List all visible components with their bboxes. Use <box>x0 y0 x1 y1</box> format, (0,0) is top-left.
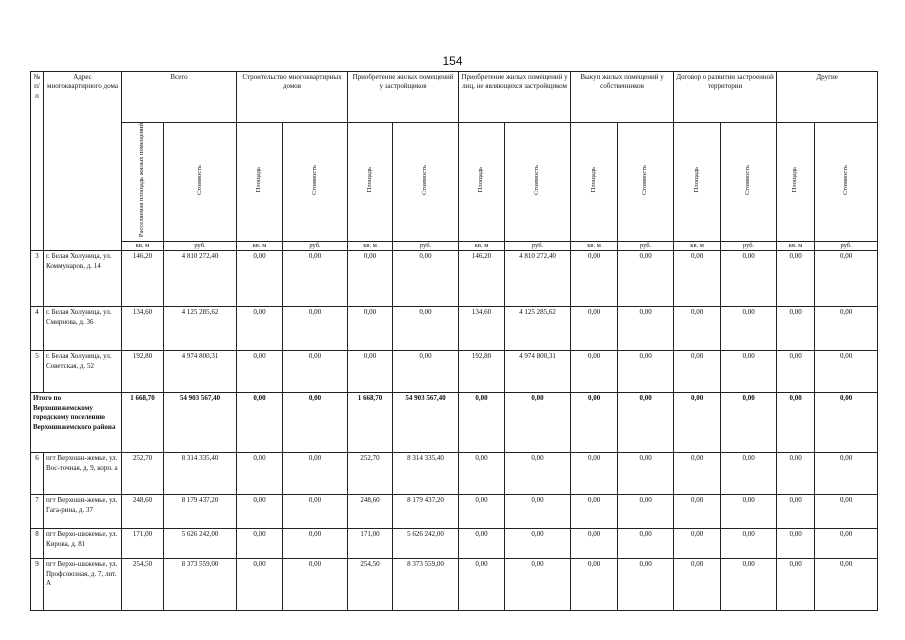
value-cell: 0,00 <box>674 453 721 495</box>
value-cell: 0,00 <box>721 453 777 495</box>
subheader-area: Площадь <box>255 167 263 193</box>
value-cell: 4 974 800,31 <box>164 351 237 393</box>
value-cell: 0,00 <box>777 251 815 307</box>
value-cell: 0,00 <box>237 529 283 559</box>
header-group: Строительство многоквартирных домов <box>237 72 348 123</box>
value-cell: 0,00 <box>459 495 505 529</box>
value-cell: 0,00 <box>618 307 674 351</box>
value-cell: 0,00 <box>237 351 283 393</box>
unit-cell: руб. <box>283 241 348 251</box>
value-cell: 0,00 <box>721 351 777 393</box>
value-cell: 0,00 <box>618 453 674 495</box>
value-cell: 0,00 <box>674 351 721 393</box>
header-group: Договор о развитии застроенной территории <box>674 72 777 123</box>
total-value: 0,00 <box>618 393 674 453</box>
total-value: 1 668,70 <box>348 393 393 453</box>
row-address: пгт Верхо-шижемье, ул. Кирова, д. 81 <box>44 529 122 559</box>
value-cell: 0,00 <box>815 529 878 559</box>
value-cell: 252,70 <box>122 453 164 495</box>
value-cell: 4 810 272,40 <box>505 251 571 307</box>
value-cell: 0,00 <box>505 529 571 559</box>
value-cell: 0,00 <box>721 559 777 611</box>
value-cell: 0,00 <box>283 351 348 393</box>
row-number: 5 <box>31 351 44 393</box>
value-cell: 0,00 <box>505 559 571 611</box>
table-row <box>31 251 878 307</box>
unit-cell: кв. м <box>459 241 505 251</box>
value-cell: 8 373 559,00 <box>164 559 237 611</box>
unit-cell: кв. м <box>348 241 393 251</box>
value-cell: 0,00 <box>777 495 815 529</box>
value-cell: 171,00 <box>348 529 393 559</box>
value-cell: 134,60 <box>459 307 505 351</box>
total-value: 0,00 <box>777 393 815 453</box>
subheader-cost: Стоимость <box>421 165 429 196</box>
total-value: 0,00 <box>459 393 505 453</box>
value-cell: 0,00 <box>283 559 348 611</box>
value-cell: 0,00 <box>283 495 348 529</box>
row-number: 7 <box>31 495 44 529</box>
unit-cell: кв. м <box>674 241 721 251</box>
value-cell: 0,00 <box>721 307 777 351</box>
row-number: 8 <box>31 529 44 559</box>
value-cell: 0,00 <box>237 307 283 351</box>
units-row <box>31 241 878 251</box>
value-cell: 0,00 <box>393 307 459 351</box>
housing-table <box>30 71 878 611</box>
subheader-area: Площадь <box>692 167 700 193</box>
header-group: Приобретение жилых помещений у застройщиков <box>348 72 459 123</box>
value-cell: 0,00 <box>237 453 283 495</box>
value-cell: 254,50 <box>348 559 393 611</box>
unit-cell: руб. <box>815 241 878 251</box>
subheader-cost: Стоимость <box>310 165 318 196</box>
value-cell: 4 125 285,62 <box>505 307 571 351</box>
unit-cell: руб. <box>618 241 674 251</box>
table-row <box>31 495 878 529</box>
subheader-area: Площадь <box>589 167 597 193</box>
value-cell: 0,00 <box>393 351 459 393</box>
total-value: 0,00 <box>674 393 721 453</box>
value-cell: 0,00 <box>348 307 393 351</box>
value-cell: 8 373 559,00 <box>393 559 459 611</box>
header-group: Всего <box>122 72 237 123</box>
value-cell: 0,00 <box>459 453 505 495</box>
value-cell: 0,00 <box>777 351 815 393</box>
table-row <box>31 453 878 495</box>
table-row <box>31 559 878 611</box>
table-row <box>31 307 878 351</box>
value-cell: 171,00 <box>122 529 164 559</box>
value-cell: 0,00 <box>674 251 721 307</box>
value-cell: 0,00 <box>618 495 674 529</box>
value-cell: 0,00 <box>815 453 878 495</box>
subheader-cost: Стоимость <box>744 165 752 196</box>
row-address: пгт Верхоши-жемье, ул. Гага-рина, д. 37 <box>44 495 122 529</box>
value-cell: 0,00 <box>674 307 721 351</box>
value-cell: 0,00 <box>237 251 283 307</box>
subheader-area: Площадь <box>477 167 485 193</box>
value-cell: 0,00 <box>815 559 878 611</box>
header-group: Другие <box>777 72 878 123</box>
header-group: Выкуп жилых помещений у собственников <box>571 72 674 123</box>
row-number: 6 <box>31 453 44 495</box>
value-cell: 0,00 <box>674 495 721 529</box>
value-cell: 252,70 <box>348 453 393 495</box>
value-cell: 0,00 <box>777 529 815 559</box>
total-value: 0,00 <box>721 393 777 453</box>
value-cell: 8 179 437,20 <box>164 495 237 529</box>
value-cell: 0,00 <box>505 495 571 529</box>
value-cell: 5 626 242,00 <box>393 529 459 559</box>
row-address: пгт Верхоши-жемье, ул. Вос-точная, д. 9, корп. а <box>44 453 122 495</box>
value-cell: 0,00 <box>459 559 505 611</box>
total-value: 54 903 567,40 <box>164 393 237 453</box>
value-cell: 0,00 <box>721 529 777 559</box>
total-value: 1 668,70 <box>122 393 164 453</box>
total-value: 0,00 <box>815 393 878 453</box>
subheader-cost: Стоимость <box>641 165 649 196</box>
value-cell: 4 125 285,62 <box>164 307 237 351</box>
value-cell: 134,60 <box>122 307 164 351</box>
value-cell: 0,00 <box>571 495 618 529</box>
total-row <box>31 393 878 453</box>
unit-cell: кв. м <box>777 241 815 251</box>
value-cell: 8 314 335,40 <box>393 453 459 495</box>
row-address: пгт Верхо-шижемье, ул. Профсоюзная, д. 7, лит. А <box>44 559 122 611</box>
total-value: 0,00 <box>571 393 618 453</box>
row-address: г. Белая Холуница, ул. Смирнова, д. 36 <box>44 307 122 351</box>
unit-cell: кв. м <box>237 241 283 251</box>
unit-cell: руб. <box>505 241 571 251</box>
value-cell: 192,80 <box>459 351 505 393</box>
header-address: Адрес многоквартирного дома <box>44 72 122 251</box>
unit-cell: руб. <box>164 241 237 251</box>
value-cell: 0,00 <box>674 559 721 611</box>
header-no: № п/п <box>31 72 44 251</box>
value-cell: 0,00 <box>571 307 618 351</box>
value-cell: 0,00 <box>283 529 348 559</box>
header-group: Приобретение жилых помещений у лиц, не являющихся застройщиком <box>459 72 571 123</box>
value-cell: 0,00 <box>283 251 348 307</box>
value-cell: 0,00 <box>777 559 815 611</box>
subheader-resettled-area: Расселяемая площадь жилых помещений <box>138 123 146 238</box>
value-cell: 4 974 800,31 <box>505 351 571 393</box>
value-cell: 0,00 <box>283 307 348 351</box>
subheader-cost: Стоимость <box>841 165 849 196</box>
unit-cell: руб. <box>393 241 459 251</box>
value-cell: 0,00 <box>618 559 674 611</box>
value-cell: 4 810 272,40 <box>164 251 237 307</box>
value-cell: 248,60 <box>348 495 393 529</box>
row-address: г. Белая Холуница, ул. Коммунаров, д. 14 <box>44 251 122 307</box>
subheader-area: Площадь <box>365 167 373 193</box>
value-cell: 0,00 <box>815 495 878 529</box>
value-cell: 248,60 <box>122 495 164 529</box>
subheader-cost: Стоимость <box>533 165 541 196</box>
value-cell: 0,00 <box>777 307 815 351</box>
value-cell: 0,00 <box>815 251 878 307</box>
value-cell: 0,00 <box>618 351 674 393</box>
value-cell: 0,00 <box>618 529 674 559</box>
row-address: г. Белая Холуница, ул. Советская, д. 52 <box>44 351 122 393</box>
subheader-row <box>31 123 878 242</box>
table-row <box>31 529 878 559</box>
value-cell: 0,00 <box>237 495 283 529</box>
header-row <box>31 72 878 123</box>
value-cell: 192,80 <box>122 351 164 393</box>
value-cell: 0,00 <box>505 453 571 495</box>
value-cell: 0,00 <box>283 453 348 495</box>
value-cell: 0,00 <box>571 351 618 393</box>
table-row <box>31 351 878 393</box>
value-cell: 0,00 <box>721 251 777 307</box>
unit-cell: руб. <box>721 241 777 251</box>
value-cell: 0,00 <box>618 251 674 307</box>
value-cell: 0,00 <box>237 559 283 611</box>
value-cell: 0,00 <box>815 307 878 351</box>
value-cell: 0,00 <box>571 251 618 307</box>
value-cell: 0,00 <box>571 559 618 611</box>
value-cell: 5 626 242,00 <box>164 529 237 559</box>
total-value: 54 903 567,40 <box>393 393 459 453</box>
unit-cell: кв. м <box>122 241 164 251</box>
total-value: 0,00 <box>505 393 571 453</box>
value-cell: 146,20 <box>459 251 505 307</box>
value-cell: 8 314 335,40 <box>164 453 237 495</box>
value-cell: 0,00 <box>571 529 618 559</box>
value-cell: 0,00 <box>393 251 459 307</box>
value-cell: 0,00 <box>459 529 505 559</box>
total-value: 0,00 <box>237 393 283 453</box>
subheader-cost: Стоимость <box>195 165 203 196</box>
row-number: 3 <box>31 251 44 307</box>
value-cell: 0,00 <box>348 251 393 307</box>
value-cell: 254,50 <box>122 559 164 611</box>
value-cell: 0,00 <box>721 495 777 529</box>
value-cell: 0,00 <box>777 453 815 495</box>
unit-cell: кв. м <box>571 241 618 251</box>
row-number: 4 <box>31 307 44 351</box>
value-cell: 0,00 <box>674 529 721 559</box>
value-cell: 0,00 <box>348 351 393 393</box>
value-cell: 8 179 437,20 <box>393 495 459 529</box>
subheader-area: Площадь <box>791 167 799 193</box>
value-cell: 0,00 <box>815 351 878 393</box>
row-number: 9 <box>31 559 44 611</box>
value-cell: 146,20 <box>122 251 164 307</box>
page-number: 154 <box>442 54 463 68</box>
value-cell: 0,00 <box>571 453 618 495</box>
total-label: Итого по Верхошижемскому городскому поселению Верхошижемского района <box>31 393 122 453</box>
total-value: 0,00 <box>283 393 348 453</box>
